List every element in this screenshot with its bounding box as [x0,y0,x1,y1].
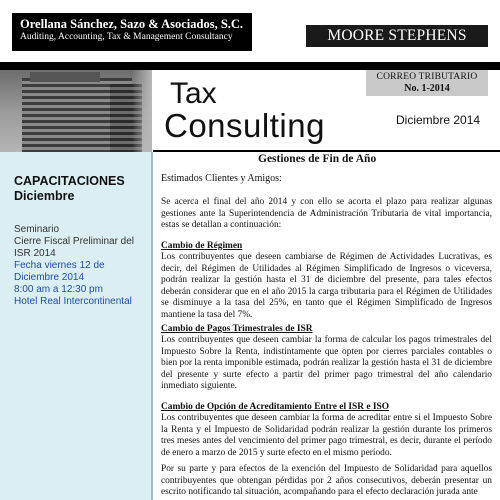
quarterly-paragraph: Los contribuyentes que deseen cambiar la forma de calcular los pagos trimestrales del Impuesto Sobre la Renta, indistintamente que opten por cierres parciales contables o bien por la renta imponible estimada, podrán realizar la gestión hasta el 31 de diciembre del presente y surte efecto a partir del primer pago trimestral del año calendario inmediato siguiente. [161,335,492,392]
sidebar-divider [151,152,153,500]
building-image [0,70,152,152]
sidebar-title-line2: Diciembre [14,189,75,203]
banner [0,70,500,152]
banner-title-line2: Consulting [164,107,325,144]
regime-paragraph: Los contribuyentes que deseen cambiarse de Régimen de Actividades Lucrativas, es decir, del Régimen de Utilidades al Régimen Simplificado de Ingresos o viceversa, podrán realizar la gestión hasta el 31 de diciembre del presente, para tales efectos deberán considerar que en el año 2015 la carga tributaria para el Régimen de Utilidades se disminuye a la tasa del 25%, en tanto que el Régimen Simplificado de Ingresos mantiene la tasa del 7%. [161,252,492,320]
firm-logo [12,13,252,51]
regime-heading: Cambio de Régimen [161,241,243,251]
section-title: Gestiones de Fin de Año [258,153,377,165]
sidebar-title-line1: CAPACITACIONES [14,174,125,188]
brand-logo: MOORE STEPHENS [306,25,488,47]
quarterly-heading: Cambio de Pagos Trimestrales de ISR [161,324,313,334]
intro-paragraph: Se acerca el final del año 2014 y con ello se acorta el plazo para realizar algunas gestiones ante la Superintendencia de Administración Tributaria de vital importancia, estas se detallan a continuación: [161,197,492,231]
firm-subtitle: Auditing, Accounting, Tax & Management Consultancy [20,32,233,42]
event-date: Fecha viernes 12 de Diciembre 2014 [14,260,105,283]
header-divider [0,62,500,70]
main-content [161,152,492,500]
event-venue: Hotel Real Intercontinental [14,296,132,307]
greeting: Estimados Clientes y Amigos: [161,173,282,184]
bulletin-label: CORREO TRIBUTARIO [376,72,478,82]
credit-heading: Cambio de Opción de Acreditamiento Entre el ISR e ISO [161,402,390,412]
sidebar-section-title [14,174,125,204]
sidebar [0,152,151,500]
firm-name: Orellana Sánchez, Sazo & Asociados, S.C. [20,17,244,31]
seminar-info [14,224,149,308]
issue-date: Diciembre 2014 [396,113,481,127]
bulletin-badge [366,70,488,96]
credit-paragraph: Los contribuyentes que deseen cambiar la forma de acreditar entre si el Impuesto Sobre la Renta y el Impuesto de Solidaridad podrán realizar la gestión durante los primeros tres meses antes del vencimiento del primer pago trimestral, es decir, durante el período de enero a marzo de 2015 y surte efecto en el mismo período. [161,413,492,458]
event-time: 8:00 am a 12:30 pm [14,284,103,295]
iso-paragraph: Por su parte y para efectos de la exención del Impuesto de Solidaridad para aquellos contribuyentes que obtengan pérdidas por 2 años consecutivos, deberán presentar un escrito notificando tal situación, acompañando para el efecto declaración jurada ante [161,464,492,498]
banner-title-line1: Tax [170,77,217,110]
bulletin-number: No. 1-2014 [404,83,450,94]
event-name: Cierre Fiscal Preliminar del ISR 2014 [14,236,135,259]
event-type: Seminario [14,224,60,235]
header [0,0,500,62]
